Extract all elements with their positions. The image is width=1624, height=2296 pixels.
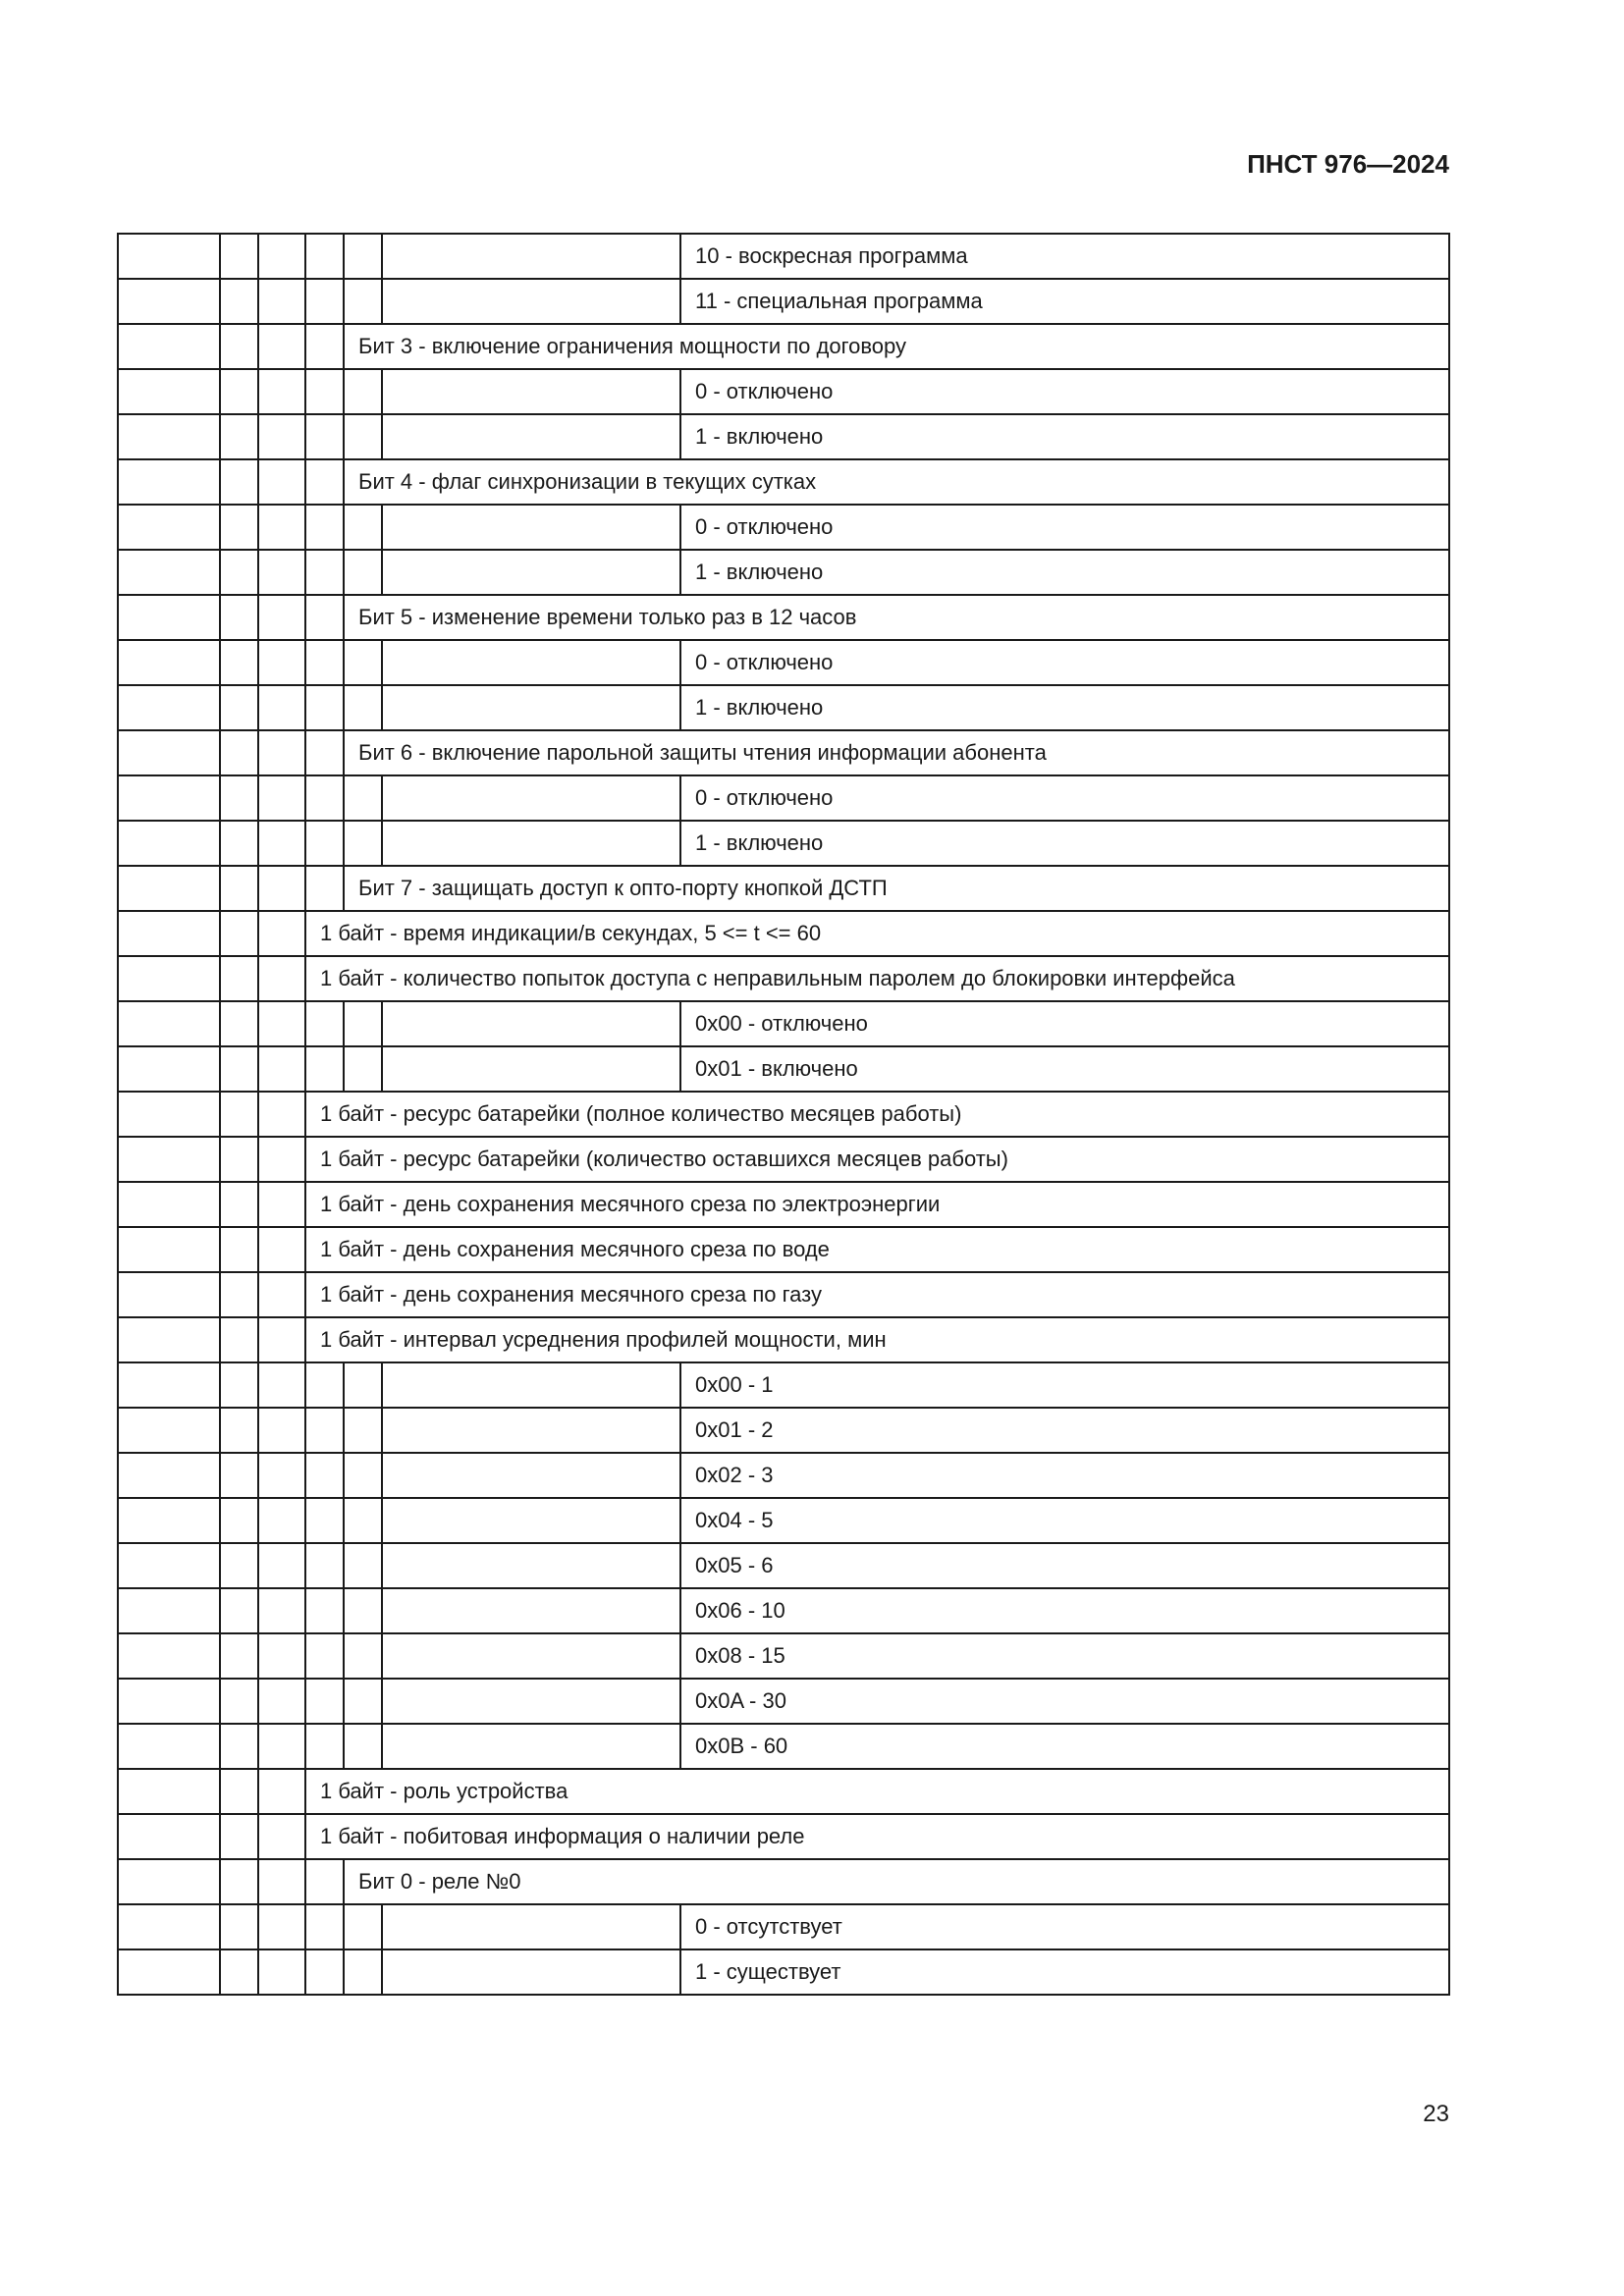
empty-cell (258, 1498, 305, 1543)
empty-cell (220, 956, 258, 1001)
empty-cell (344, 1498, 382, 1543)
empty-cell (118, 640, 220, 685)
empty-cell (305, 234, 344, 279)
empty-cell (258, 911, 305, 956)
empty-cell (258, 1272, 305, 1317)
empty-cell (382, 234, 680, 279)
empty-cell (258, 234, 305, 279)
empty-cell (220, 1092, 258, 1137)
empty-cell (382, 1679, 680, 1724)
empty-cell (344, 505, 382, 550)
table-row (118, 279, 1449, 324)
empty-cell (305, 1046, 344, 1092)
empty-cell (382, 1001, 680, 1046)
empty-cell (118, 1724, 220, 1769)
empty-cell (305, 369, 344, 414)
empty-cell (258, 505, 305, 550)
empty-cell (305, 866, 344, 911)
empty-cell (305, 1633, 344, 1679)
empty-cell (118, 1182, 220, 1227)
empty-cell (258, 1814, 305, 1859)
value-cell: 10 - воскресная программа (680, 234, 1449, 279)
empty-cell (258, 550, 305, 595)
table-row (118, 505, 1449, 550)
table-row (118, 1092, 1449, 1137)
empty-cell (220, 505, 258, 550)
empty-cell (258, 1633, 305, 1679)
empty-cell (220, 1679, 258, 1724)
empty-cell (305, 775, 344, 821)
empty-cell (344, 1588, 382, 1633)
bit-description-cell: Бит 4 - флаг синхронизации в текущих сутках (344, 459, 1449, 505)
empty-cell (305, 1362, 344, 1408)
empty-cell (258, 956, 305, 1001)
empty-cell (382, 821, 680, 866)
table-row (118, 1814, 1449, 1859)
byte-description-cell: 1 байт - день сохранения месячного среза по воде (305, 1227, 1449, 1272)
empty-cell (118, 1633, 220, 1679)
empty-cell (220, 1859, 258, 1904)
empty-cell (258, 1769, 305, 1814)
empty-cell (305, 1588, 344, 1633)
empty-cell (118, 550, 220, 595)
empty-cell (305, 640, 344, 685)
empty-cell (118, 956, 220, 1001)
empty-cell (382, 1904, 680, 1949)
table-row (118, 595, 1449, 640)
byte-description-cell: 1 байт - количество попыток доступа с неправильным паролем до блокировки интерфейса (305, 956, 1449, 1001)
document-code: ПНСТ 976—2024 (1247, 149, 1449, 179)
empty-cell (344, 1543, 382, 1588)
empty-cell (305, 1724, 344, 1769)
table-row (118, 1904, 1449, 1949)
empty-cell (220, 1182, 258, 1227)
empty-cell (220, 369, 258, 414)
empty-cell (118, 369, 220, 414)
byte-description-cell: 1 байт - роль устройства (305, 1769, 1449, 1814)
empty-cell (305, 1543, 344, 1588)
value-cell: 1 - включено (680, 821, 1449, 866)
empty-cell (344, 1724, 382, 1769)
empty-cell (258, 1453, 305, 1498)
empty-cell (344, 1453, 382, 1498)
value-cell: 0x0A - 30 (680, 1679, 1449, 1724)
empty-cell (220, 1453, 258, 1498)
empty-cell (220, 595, 258, 640)
table-row (118, 459, 1449, 505)
table-row (118, 550, 1449, 595)
table-row (118, 911, 1449, 956)
empty-cell (220, 459, 258, 505)
empty-cell (220, 685, 258, 730)
empty-cell (258, 1182, 305, 1227)
empty-cell (220, 730, 258, 775)
empty-cell (344, 640, 382, 685)
empty-cell (382, 1724, 680, 1769)
empty-cell (220, 414, 258, 459)
empty-cell (258, 1137, 305, 1182)
empty-cell (344, 1046, 382, 1092)
empty-cell (344, 1362, 382, 1408)
empty-cell (220, 1814, 258, 1859)
empty-cell (305, 505, 344, 550)
bit-description-cell: Бит 6 - включение парольной защиты чтения информации абонента (344, 730, 1449, 775)
empty-cell (382, 1633, 680, 1679)
empty-cell (118, 730, 220, 775)
empty-cell (305, 821, 344, 866)
table-row (118, 369, 1449, 414)
empty-cell (258, 279, 305, 324)
empty-cell (258, 1724, 305, 1769)
empty-cell (220, 1904, 258, 1949)
empty-cell (382, 1453, 680, 1498)
empty-cell (258, 1904, 305, 1949)
empty-cell (220, 279, 258, 324)
empty-cell (118, 1949, 220, 1995)
empty-cell (258, 1408, 305, 1453)
table-row (118, 1408, 1449, 1453)
empty-cell (305, 414, 344, 459)
table-row (118, 1272, 1449, 1317)
table-row (118, 1362, 1449, 1408)
empty-cell (344, 1904, 382, 1949)
empty-cell (118, 775, 220, 821)
empty-cell (118, 459, 220, 505)
empty-cell (220, 866, 258, 911)
empty-cell (118, 1453, 220, 1498)
empty-cell (118, 1137, 220, 1182)
value-cell: 0x00 - отключено (680, 1001, 1449, 1046)
empty-cell (344, 1679, 382, 1724)
empty-cell (382, 775, 680, 821)
empty-cell (220, 1227, 258, 1272)
table-row (118, 1949, 1449, 1995)
empty-cell (258, 595, 305, 640)
empty-cell (305, 550, 344, 595)
empty-cell (344, 1633, 382, 1679)
table-row (118, 685, 1449, 730)
table-row (118, 730, 1449, 775)
table-row (118, 1453, 1449, 1498)
table-row (118, 640, 1449, 685)
table-row (118, 1543, 1449, 1588)
bit-description-cell: Бит 7 - защищать доступ к опто-порту кнопкой ДСТП (344, 866, 1449, 911)
table-row (118, 1001, 1449, 1046)
byte-description-cell: 1 байт - день сохранения месячного среза по электроэнергии (305, 1182, 1449, 1227)
empty-cell (220, 640, 258, 685)
empty-cell (220, 1588, 258, 1633)
empty-cell (258, 1859, 305, 1904)
empty-cell (382, 1543, 680, 1588)
empty-cell (118, 1769, 220, 1814)
value-cell: 1 - включено (680, 550, 1449, 595)
empty-cell (118, 1272, 220, 1317)
empty-cell (382, 369, 680, 414)
empty-cell (305, 1859, 344, 1904)
value-cell: 1 - существует (680, 1949, 1449, 1995)
empty-cell (258, 414, 305, 459)
empty-cell (118, 324, 220, 369)
empty-cell (305, 1498, 344, 1543)
bit-description-cell: Бит 3 - включение ограничения мощности по договору (344, 324, 1449, 369)
empty-cell (220, 1633, 258, 1679)
empty-cell (118, 1408, 220, 1453)
empty-cell (220, 1046, 258, 1092)
empty-cell (258, 369, 305, 414)
page-number: 23 (1423, 2101, 1449, 2127)
value-cell: 0x08 - 15 (680, 1633, 1449, 1679)
empty-cell (220, 775, 258, 821)
empty-cell (305, 1408, 344, 1453)
empty-cell (118, 1814, 220, 1859)
empty-cell (258, 459, 305, 505)
table-row (118, 1679, 1449, 1724)
empty-cell (344, 685, 382, 730)
data-table (117, 233, 1450, 1996)
table-row (118, 1046, 1449, 1092)
empty-cell (220, 1362, 258, 1408)
empty-cell (258, 1362, 305, 1408)
empty-cell (258, 775, 305, 821)
empty-cell (258, 866, 305, 911)
empty-cell (305, 685, 344, 730)
empty-cell (258, 685, 305, 730)
empty-cell (118, 1904, 220, 1949)
value-cell: 0x02 - 3 (680, 1453, 1449, 1498)
table-row (118, 1859, 1449, 1904)
empty-cell (305, 279, 344, 324)
value-cell: 0 - отключено (680, 775, 1449, 821)
empty-cell (258, 1543, 305, 1588)
empty-cell (220, 1408, 258, 1453)
empty-cell (220, 1498, 258, 1543)
empty-cell (344, 550, 382, 595)
empty-cell (305, 1001, 344, 1046)
empty-cell (344, 775, 382, 821)
empty-cell (382, 505, 680, 550)
empty-cell (344, 1001, 382, 1046)
bit-description-cell: Бит 0 - реле №0 (344, 1859, 1449, 1904)
empty-cell (258, 730, 305, 775)
empty-cell (220, 1001, 258, 1046)
empty-cell (118, 1227, 220, 1272)
empty-cell (118, 866, 220, 911)
empty-cell (258, 1092, 305, 1137)
value-cell: 0x01 - 2 (680, 1408, 1449, 1453)
empty-cell (258, 1001, 305, 1046)
table-row (118, 324, 1449, 369)
byte-description-cell: 1 байт - день сохранения месячного среза по газу (305, 1272, 1449, 1317)
empty-cell (118, 595, 220, 640)
empty-cell (382, 1046, 680, 1092)
empty-cell (258, 1046, 305, 1092)
table-row (118, 1633, 1449, 1679)
value-cell: 0 - отключено (680, 640, 1449, 685)
empty-cell (305, 1904, 344, 1949)
empty-cell (382, 1408, 680, 1453)
empty-cell (118, 1543, 220, 1588)
empty-cell (220, 1137, 258, 1182)
empty-cell (220, 911, 258, 956)
value-cell: 0x01 - включено (680, 1046, 1449, 1092)
byte-description-cell: 1 байт - интервал усреднения профилей мощности, мин (305, 1317, 1449, 1362)
empty-cell (305, 1679, 344, 1724)
empty-cell (344, 414, 382, 459)
empty-cell (344, 369, 382, 414)
table-row (118, 866, 1449, 911)
empty-cell (344, 1949, 382, 1995)
empty-cell (258, 1588, 305, 1633)
empty-cell (305, 459, 344, 505)
empty-cell (382, 550, 680, 595)
empty-cell (118, 505, 220, 550)
table-row (118, 234, 1449, 279)
empty-cell (118, 1046, 220, 1092)
value-cell: 1 - включено (680, 685, 1449, 730)
empty-cell (344, 821, 382, 866)
table-row (118, 1317, 1449, 1362)
value-cell: 0 - отключено (680, 505, 1449, 550)
empty-cell (118, 1317, 220, 1362)
table-row (118, 956, 1449, 1001)
empty-cell (220, 550, 258, 595)
empty-cell (118, 1001, 220, 1046)
empty-cell (382, 1498, 680, 1543)
empty-cell (382, 640, 680, 685)
empty-cell (382, 685, 680, 730)
empty-cell (382, 1949, 680, 1995)
empty-cell (344, 234, 382, 279)
empty-cell (305, 324, 344, 369)
empty-cell (220, 1543, 258, 1588)
empty-cell (382, 279, 680, 324)
empty-cell (305, 730, 344, 775)
empty-cell (220, 1949, 258, 1995)
value-cell: 0x04 - 5 (680, 1498, 1449, 1543)
empty-cell (118, 279, 220, 324)
empty-cell (220, 324, 258, 369)
empty-cell (118, 414, 220, 459)
empty-cell (382, 414, 680, 459)
empty-cell (118, 821, 220, 866)
empty-cell (118, 1092, 220, 1137)
table-row (118, 414, 1449, 459)
table-row (118, 775, 1449, 821)
empty-cell (258, 1679, 305, 1724)
empty-cell (344, 279, 382, 324)
value-cell: 0x0B - 60 (680, 1724, 1449, 1769)
empty-cell (258, 640, 305, 685)
value-cell: 0x05 - 6 (680, 1543, 1449, 1588)
empty-cell (220, 1769, 258, 1814)
empty-cell (305, 1949, 344, 1995)
empty-cell (258, 821, 305, 866)
byte-description-cell: 1 байт - ресурс батарейки (количество оставшихся месяцев работы) (305, 1137, 1449, 1182)
empty-cell (344, 1408, 382, 1453)
empty-cell (220, 1317, 258, 1362)
value-cell: 0x06 - 10 (680, 1588, 1449, 1633)
value-cell: 0x00 - 1 (680, 1362, 1449, 1408)
empty-cell (118, 1679, 220, 1724)
bit-description-cell: Бит 5 - изменение времени только раз в 12 часов (344, 595, 1449, 640)
byte-description-cell: 1 байт - ресурс батарейки (полное количество месяцев работы) (305, 1092, 1449, 1137)
table-row (118, 1227, 1449, 1272)
empty-cell (118, 234, 220, 279)
value-cell: 0 - отключено (680, 369, 1449, 414)
empty-cell (382, 1362, 680, 1408)
table-row (118, 1724, 1449, 1769)
table-row (118, 1137, 1449, 1182)
empty-cell (118, 1588, 220, 1633)
table-row (118, 1498, 1449, 1543)
empty-cell (118, 911, 220, 956)
table-row (118, 1588, 1449, 1633)
value-cell: 11 - специальная программа (680, 279, 1449, 324)
byte-description-cell: 1 байт - побитовая информация о наличии реле (305, 1814, 1449, 1859)
value-cell: 1 - включено (680, 414, 1449, 459)
empty-cell (258, 1949, 305, 1995)
empty-cell (258, 1317, 305, 1362)
table-body (118, 234, 1449, 1995)
empty-cell (258, 324, 305, 369)
empty-cell (220, 1724, 258, 1769)
value-cell: 0 - отсутствует (680, 1904, 1449, 1949)
table-row (118, 821, 1449, 866)
empty-cell (118, 1362, 220, 1408)
empty-cell (220, 1272, 258, 1317)
empty-cell (220, 234, 258, 279)
empty-cell (258, 1227, 305, 1272)
byte-description-cell: 1 байт - время индикации/в секундах, 5 <= t <= 60 (305, 911, 1449, 956)
empty-cell (118, 1859, 220, 1904)
empty-cell (382, 1588, 680, 1633)
table-row (118, 1182, 1449, 1227)
empty-cell (220, 821, 258, 866)
empty-cell (118, 1498, 220, 1543)
empty-cell (305, 595, 344, 640)
table-row (118, 1769, 1449, 1814)
empty-cell (305, 1453, 344, 1498)
empty-cell (118, 685, 220, 730)
